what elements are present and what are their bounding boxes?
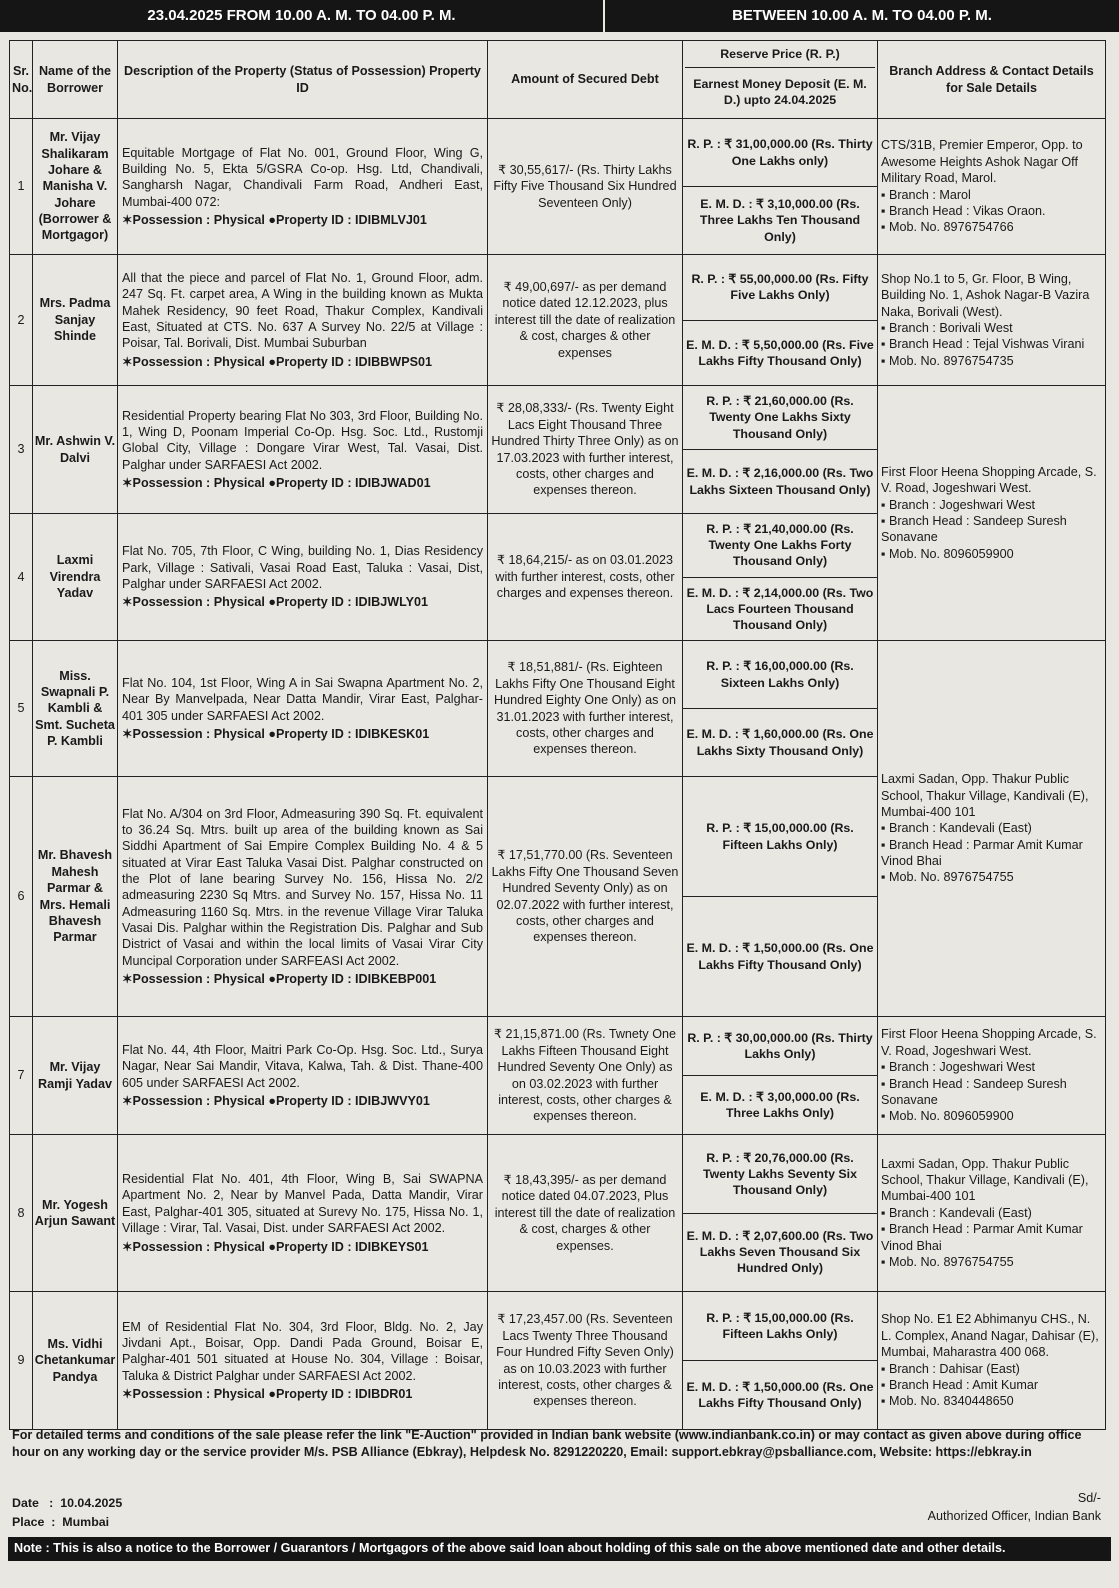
branch-line: ▪ Mob. No. 8976754755 xyxy=(881,1254,1014,1269)
serial-no: 8 xyxy=(10,1135,33,1292)
branch-line: ▪ Branch Head : Parmar Amit Kumar Vinod Bhai xyxy=(881,1222,1083,1253)
borrower-name: Miss. Swapnali P. Kambli & Smt. Sucheta P. Kambli xyxy=(33,641,118,777)
reserve-emd-split xyxy=(683,1292,877,1429)
reserve-price: R. P. : ₹ 15,00,000.00 (Rs. Fifteen Lakhs Only) xyxy=(683,1292,877,1361)
inspection-time-header: BETWEEN 10.00 A. M. TO 04.00 P. M. xyxy=(732,7,992,24)
reserve-price: R. P. : ₹ 31,00,000.00 (Rs. Thirty One Lakhs only) xyxy=(683,119,877,187)
reserve-price: R. P. : ₹ 30,00,000.00 (Rs. Thirty Lakhs Only) xyxy=(683,1017,877,1076)
serial-no: 2 xyxy=(10,255,33,386)
serial-no: 6 xyxy=(10,777,33,1017)
reserve-price: R. P. : ₹ 15,00,000.00 (Rs. Fifteen Lakhs Only) xyxy=(683,777,877,897)
branch-cell xyxy=(878,641,1106,1017)
property-text: EM of Residential Flat No. 304, 3rd Floor, Bldg. No. 2, Jay Jivdani Apt., Boisar, Opp. Dandi Pada Ground, Boisar E, Palghar-401 501 situated at House No. 304, Village : Boisar, Taluka & District Palghar under SARFAESI Act 2002. xyxy=(122,1319,483,1383)
branch-line: ▪ Branch Head : Amit Kumar xyxy=(881,1377,1039,1392)
col-header-branch: Branch Address & Contact Details for Sale Details xyxy=(878,41,1106,119)
borrower-name: Laxmi Virendra Yadav xyxy=(33,514,118,641)
borrower-name: Ms. Vidhi Chetankumar Pandya xyxy=(33,1292,118,1430)
reserve-emd-cell xyxy=(683,641,878,777)
possession-id: ✶Possession : Physical ●Property ID : IDIBKEBP001 xyxy=(122,972,437,987)
branch-line: ▪ Branch : Jogeshwari West xyxy=(881,1060,1036,1075)
reserve-emd-cell xyxy=(683,386,878,514)
sd-mark: Sd/- xyxy=(1077,1491,1101,1505)
branch-line: Shop No.1 to 5, Gr. Floor, B Wing, Building No. 1, Ashok Nagar-B Vazira Naka, Borivali (West). xyxy=(881,271,1090,319)
date-place-block: Date : 10.04.2025 Place : Mumbai xyxy=(12,1496,123,1529)
auction-row xyxy=(10,1017,1106,1135)
branch-line: ▪ Branch Head : Parmar Amit Kumar Vinod Bhai xyxy=(881,837,1083,869)
earnest-money: E. M. D. : ₹ 1,50,000.00 (Rs. One Lakhs Fifty Thousand Only) xyxy=(686,1379,874,1410)
reserve-emd-cell xyxy=(683,255,878,386)
reserve-emd-split xyxy=(683,386,877,513)
branch-cell xyxy=(878,255,1106,386)
branch-line: ▪ Mob. No. 8340448650 xyxy=(881,1394,1014,1409)
property-description xyxy=(118,641,488,777)
serial-no: 5 xyxy=(10,641,33,777)
branch-cell xyxy=(878,1017,1106,1135)
property-description xyxy=(118,514,488,641)
borrower-name: Mr. Vijay Shalikaram Johare & Manisha V. Johare (Borrower & Mortgagor) xyxy=(33,119,118,255)
place-label: Place xyxy=(12,1514,45,1529)
branch-line: CTS/31B, Premier Emperor, Opp. to Awesome Heights Ashok Nagar Off Military Road, Marol. xyxy=(881,138,1083,186)
col-header-rp-emd xyxy=(683,41,878,119)
possession-id: ✶Possession : Physical ●Property ID : IDIBMLVJ01 xyxy=(122,213,427,228)
branch-line: ▪ Branch Head : Sandeep Suresh Sonavane xyxy=(881,1076,1067,1107)
borrower-name: Mr. Ashwin V. Dalvi xyxy=(33,386,118,514)
secured-debt: ₹ 18,64,215/- as on 03.01.2023 with further interest, costs, other charges and expenses thereon. xyxy=(488,514,683,641)
auction-row xyxy=(10,1135,1106,1292)
branch-cell xyxy=(878,386,1106,641)
earnest-money: E. M. D. : ₹ 1,50,000.00 (Rs. One Lakhs Fifty Thousand Only) xyxy=(686,941,874,972)
secured-debt: ₹ 49,00,697/- as per demand notice dated 12.12.2023, plus interest till the date of realization & cost, charges & other expenses xyxy=(488,255,683,386)
branch-line: Shop No. E1 E2 Abhimanyu CHS., N. L. Complex, Anand Nagar, Dahisar (E), Mumbai, Maharastra 400 068. xyxy=(881,1312,1099,1360)
date-label: Date xyxy=(12,1496,39,1510)
auction-row xyxy=(10,119,1106,255)
secured-debt: ₹ 17,51,770.00 (Rs. Seventeen Lakhs Fifty One Thousand Seven Hundred Seventy Only) as on 02.07.2022 with further interest, costs, other charges and expenses thereon. xyxy=(488,777,683,1017)
property-description xyxy=(118,1292,488,1430)
secured-debt: ₹ 18,51,881/- (Rs. Eighteen Lakhs Fifty One Thousand Eight Hundred Eighty One Only) as on 31.01.2023 with further interest, costs, other charges and expenses thereon. xyxy=(488,641,683,777)
branch-line: First Floor Heena Shopping Arcade, S. V. Road, Jogeshwari West. xyxy=(881,464,1097,496)
branch-line: First Floor Heena Shopping Arcade, S. V. Road, Jogeshwari West. xyxy=(881,1027,1097,1058)
reserve-emd-cell xyxy=(683,1135,878,1292)
header-bar xyxy=(0,0,1119,32)
branch-cell xyxy=(878,119,1106,255)
branch-line: ▪ Branch : Kandevali (East) xyxy=(881,1205,1032,1220)
col-header-name: Name of the Borrower xyxy=(33,41,118,119)
borrower-name: Mr. Vijay Ramji Yadav xyxy=(33,1017,118,1135)
serial-no: 3 xyxy=(10,386,33,514)
auction-row xyxy=(10,641,1106,777)
auction-table xyxy=(9,40,1106,1430)
secured-debt: ₹ 30,55,617/- (Rs. Thirty Lakhs Fifty Five Thousand Six Hundred Seventeen Only) xyxy=(488,119,683,255)
serial-no: 7 xyxy=(10,1017,33,1135)
branch-line: ▪ Branch : Jogeshwari West xyxy=(881,497,1036,512)
branch-line: ▪ Branch : Borivali West xyxy=(881,321,1013,335)
possession-id: ✶Possession : Physical ●Property ID : IDIBJWAD01 xyxy=(122,476,431,491)
terms-footer: For detailed terms and conditions of the sale please refer the link "E-Auction" provided in Indian bank website (www.indianbank.co.in) or may contact as given above during office hour on any working day or the service provider M/s. PSB Alliance (Ebkray), Helpdesk No. 8291220220, Email: support.ebkray@psballiance.com, Website: https://ebkray.in xyxy=(12,1428,1082,1459)
branch-line: ▪ Branch : Kandevali (East) xyxy=(881,821,1032,836)
reserve-emd-split xyxy=(683,1017,877,1134)
reserve-emd-split xyxy=(683,777,877,1016)
auction-date-header: 23.04.2025 FROM 10.00 A. M. TO 04.00 P. M. xyxy=(0,0,605,32)
branch-line: Laxmi Sadan, Opp. Thakur Public School, Thakur Village, Kandivali (E), Mumbai-400 101 xyxy=(881,1156,1089,1204)
reserve-price: R. P. : ₹ 21,60,000.00 (Rs. Twenty One Lakhs Sixty Thousand Only) xyxy=(683,386,877,450)
reserve-price: R. P. : ₹ 21,40,000.00 (Rs. Twenty One Lakhs Forty Thousand Only) xyxy=(683,514,877,578)
reserve-price: R. P. : ₹ 55,00,000.00 (Rs. Fifty Five Lakhs Only) xyxy=(683,255,877,321)
col-header-debt: Amount of Secured Debt xyxy=(488,41,683,119)
reserve-emd-cell xyxy=(683,777,878,1017)
property-text: Residential Flat No. 401, 4th Floor, Wing B, Sai SWAPNA Apartment No. 2, Near by Manvel Pada, Datta Mandir, Virar East, Palghar-401 305, situated at Surevy No. 175, Hissa No. 1, Village : Virar, Tal. Vasai, Dist. under SARFAESI Act 2002. xyxy=(122,1172,483,1236)
notice-note: Note : This is also a notice to the Borrower / Guarantors / Mortgagors of the above said loan about holding of this sale on the above mentioned date and other details. xyxy=(8,1537,1111,1561)
date-value: 10.04.2025 xyxy=(60,1496,123,1510)
secured-debt: ₹ 28,08,333/- (Rs. Twenty Eight Lacs Eight Thousand Three Hundred Thirty Three Only) as on 17.03.2023 with further interest, costs, other charges and expenses thereon. xyxy=(488,386,683,514)
reserve-emd-cell xyxy=(683,514,878,641)
property-text: Flat No. 44, 4th Floor, Maitri Park Co-Op. Hsg. Soc. Ltd., Surya Nagar, Near Sai Mandir, Vitava, Kalwa, Tah. & Dist. Thane-400 605 under SARFAESI Act 2002. xyxy=(122,1042,483,1090)
branch-line: ▪ Mob. No. 8976754766 xyxy=(881,220,1014,235)
property-text: Flat No. A/304 on 3rd Floor, Admeasuring 390 Sq. Ft. equivalent to 36.24 Sq. Mtrs. built up area of the building known as Sai Siddhi Apartment of Sai Empire Complex Building No. 4 & 5 situated at Virar East Taluka Vasai Dist. Palghar constructed on the Plot of lane bearing Survey No. 156, Hissa No. 2/2 admeasuring 2230 Sq Mtrs. and Survey No. 157, Hissa No. 11 Admeasuring 1160 Sq. Mtrs. in the revenue Village Virar Taluka Vasai Dis. Palghar within the Registration Dis. Palghar and Sub District of Vasai and within the local limits of Vasai Virar City Muncipal Corporation under SARFEASI Act 2002. xyxy=(122,806,483,968)
possession-id: ✶Possession : Physical ●Property ID : IDIBKESK01 xyxy=(122,726,430,741)
possession-id: ✶Possession : Physical ●Property ID : IDIBKEYS01 xyxy=(122,1239,429,1254)
signature-block xyxy=(928,1490,1101,1525)
branch-line: ▪ Mob. No. 8976754735 xyxy=(881,353,1014,368)
branch-line: ▪ Branch : Marol xyxy=(881,187,971,202)
reserve-emd-split xyxy=(683,255,877,385)
property-text: Residential Property bearing Flat No 303, 3rd Floor, Building No. 1, Wing D, Poonam Imperial Co-Op. Hsg. Soc. Ltd., Rustomji Global City, Village : Dongare Virar West, Tal. Vasai, Dist. Palghar under SARFAESI Act 2002. xyxy=(122,408,483,472)
serial-no: 1 xyxy=(10,119,33,255)
col-header-desc: Description of the Property (Status of Possession) Property ID xyxy=(118,41,488,119)
auction-row xyxy=(10,1292,1106,1430)
property-text: Flat No. 705, 7th Floor, C Wing, building No. 1, Dias Residency Park, Village : Sativali, Vasai Road East, Taluka : Vasai, Dist, Palghar under SARFAESI Act 2002. xyxy=(122,544,483,591)
reserve-price: R. P. : ₹ 20,76,000.00 (Rs. Twenty Lakhs Seventy Six Thousand Only) xyxy=(683,1135,877,1214)
property-text: Flat No. 104, 1st Floor, Wing A in Sai Swapna Apartment No. 2, Near By Manvelpada, Near Datta Mandir, Virar East, Palghar-401 305 under SARFAESI Act 2002. xyxy=(122,675,483,723)
reserve-emd-cell xyxy=(683,1292,878,1430)
col-header-rp: Reserve Price (R. P.) xyxy=(685,42,875,68)
property-description xyxy=(118,386,488,514)
branch-line: ▪ Mob. No. 8096059900 xyxy=(881,1109,1014,1124)
reserve-price: R. P. : ₹ 16,00,000.00 (Rs. Sixteen Lakhs Only) xyxy=(683,641,877,709)
col-header-sr: Sr. No. xyxy=(10,41,33,119)
property-description xyxy=(118,1135,488,1292)
place-value: Mumbai xyxy=(62,1514,110,1529)
earnest-money: E. M. D. : ₹ 2,07,600.00 (Rs. Two Lakhs Seven Thousand Six Hundred Only) xyxy=(686,1229,874,1276)
branch-line: ▪ Branch Head : Sandeep Suresh Sonavane xyxy=(881,514,1067,545)
property-description xyxy=(118,255,488,386)
earnest-money: E. M. D. : ₹ 2,16,000.00 (Rs. Two Lakhs Sixteen Thousand Only) xyxy=(686,466,874,497)
borrower-name: Mr. Yogesh Arjun Sawant xyxy=(33,1135,118,1292)
reserve-emd-split xyxy=(683,514,877,640)
property-text: All that the piece and parcel of Flat No. 1, Ground Floor, adm. 247 Sq. Ft. carpet area, A Wing in the building known as Mukta Mahek Residency, 90 feet Road, Thakur Complex, Kandivali East, Situated at CTS. No. 637 A Survey No. 22/5 at Village : Poisar, Tal. Borivali, Dist. Mumbai Suburban xyxy=(122,270,483,351)
possession-id: ✶Possession : Physical ●Property ID : IDIBJWLY01 xyxy=(122,595,429,610)
serial-no: 4 xyxy=(10,514,33,641)
serial-no: 9 xyxy=(10,1292,33,1430)
reserve-emd-split xyxy=(683,641,877,776)
earnest-money: E. M. D. : ₹ 3,00,000.00 (Rs. Three Lakhs Only) xyxy=(700,1089,860,1120)
auction-row xyxy=(10,255,1106,386)
secured-debt: ₹ 21,15,871.00 (Rs. Twnety One Lakhs Fifteen Thousand Eight Hundred Seventy One Only) as on 03.02.2023 with further interest, costs, other charges & expenses thereon. xyxy=(488,1017,683,1135)
auction-row xyxy=(10,386,1106,514)
secured-debt: ₹ 17,23,457.00 (Rs. Seventeen Lacs Twenty Three Thousand Four Hundred Fifty Seven Only) as on 10.03.2023 with further interest, costs, other charges & expenses thereon. xyxy=(488,1292,683,1430)
borrower-name: Mrs. Padma Sanjay Shinde xyxy=(33,255,118,386)
branch-line: ▪ Branch Head : Vikas Oraon. xyxy=(881,203,1046,218)
earnest-money: E. M. D. : ₹ 2,14,000.00 (Rs. Two Lacs Fourteen Thousand Thousand Only) xyxy=(686,585,874,632)
reserve-emd-cell xyxy=(683,1017,878,1135)
earnest-money: E. M. D. : ₹ 1,60,000.00 (Rs. One Lakhs Sixty Thousand Only) xyxy=(686,727,874,758)
property-description xyxy=(118,777,488,1017)
branch-cell xyxy=(878,1135,1106,1292)
earnest-money: E. M. D. : ₹ 5,50,000.00 (Rs. Five Lakhs Fifty Thousand Only) xyxy=(686,337,874,368)
earnest-money: E. M. D. : ₹ 3,10,000.00 (Rs. Three Lakhs Ten Thousand Only) xyxy=(699,197,861,244)
possession-id: ✶Possession : Physical ●Property ID : IDIBDR01 xyxy=(122,1387,413,1402)
signatory: Authorized Officer, Indian Bank xyxy=(927,1508,1101,1523)
reserve-emd-split xyxy=(683,119,877,254)
branch-cell xyxy=(878,1292,1106,1430)
possession-id: ✶Possession : Physical ●Property ID : IDIBBWPS01 xyxy=(122,354,433,369)
col-header-emd: Earnest Money Deposit (E. M. D.) upto 24.04.2025 xyxy=(693,77,867,108)
reserve-emd-split xyxy=(683,1135,877,1291)
branch-line: Laxmi Sadan, Opp. Thakur Public School, Thakur Village, Kandivali (E), Mumbai-400 101 xyxy=(881,772,1089,819)
property-description xyxy=(118,119,488,255)
reserve-emd-cell xyxy=(683,119,878,255)
branch-line: ▪ Mob. No. 8096059900 xyxy=(881,546,1014,561)
secured-debt: ₹ 18,43,395/- as per demand notice dated 04.07.2023, Plus interest till the date of realization & cost, charges & other expenses. xyxy=(488,1135,683,1292)
property-description xyxy=(118,1017,488,1135)
borrower-name: Mr. Bhavesh Mahesh Parmar & Mrs. Hemali Bhavesh Parmar xyxy=(33,777,118,1017)
branch-line: ▪ Branch : Dahisar (East) xyxy=(881,1361,1020,1376)
branch-line: ▪ Branch Head : Tejal Vishwas Virani xyxy=(881,337,1085,352)
property-text: Equitable Mortgage of Flat No. 001, Ground Floor, Wing G, Building No. 5, Ekta 5/GSRA Co-op. Hsg. Ltd, Chandivali, Sangharsh Nagar, Chandivali Farm Road, Andheri East, Mumbai-400 072: xyxy=(122,145,483,209)
possession-id: ✶Possession : Physical ●Property ID : IDIBJWVY01 xyxy=(122,1093,430,1108)
branch-line: ▪ Mob. No. 8976754755 xyxy=(881,870,1014,885)
